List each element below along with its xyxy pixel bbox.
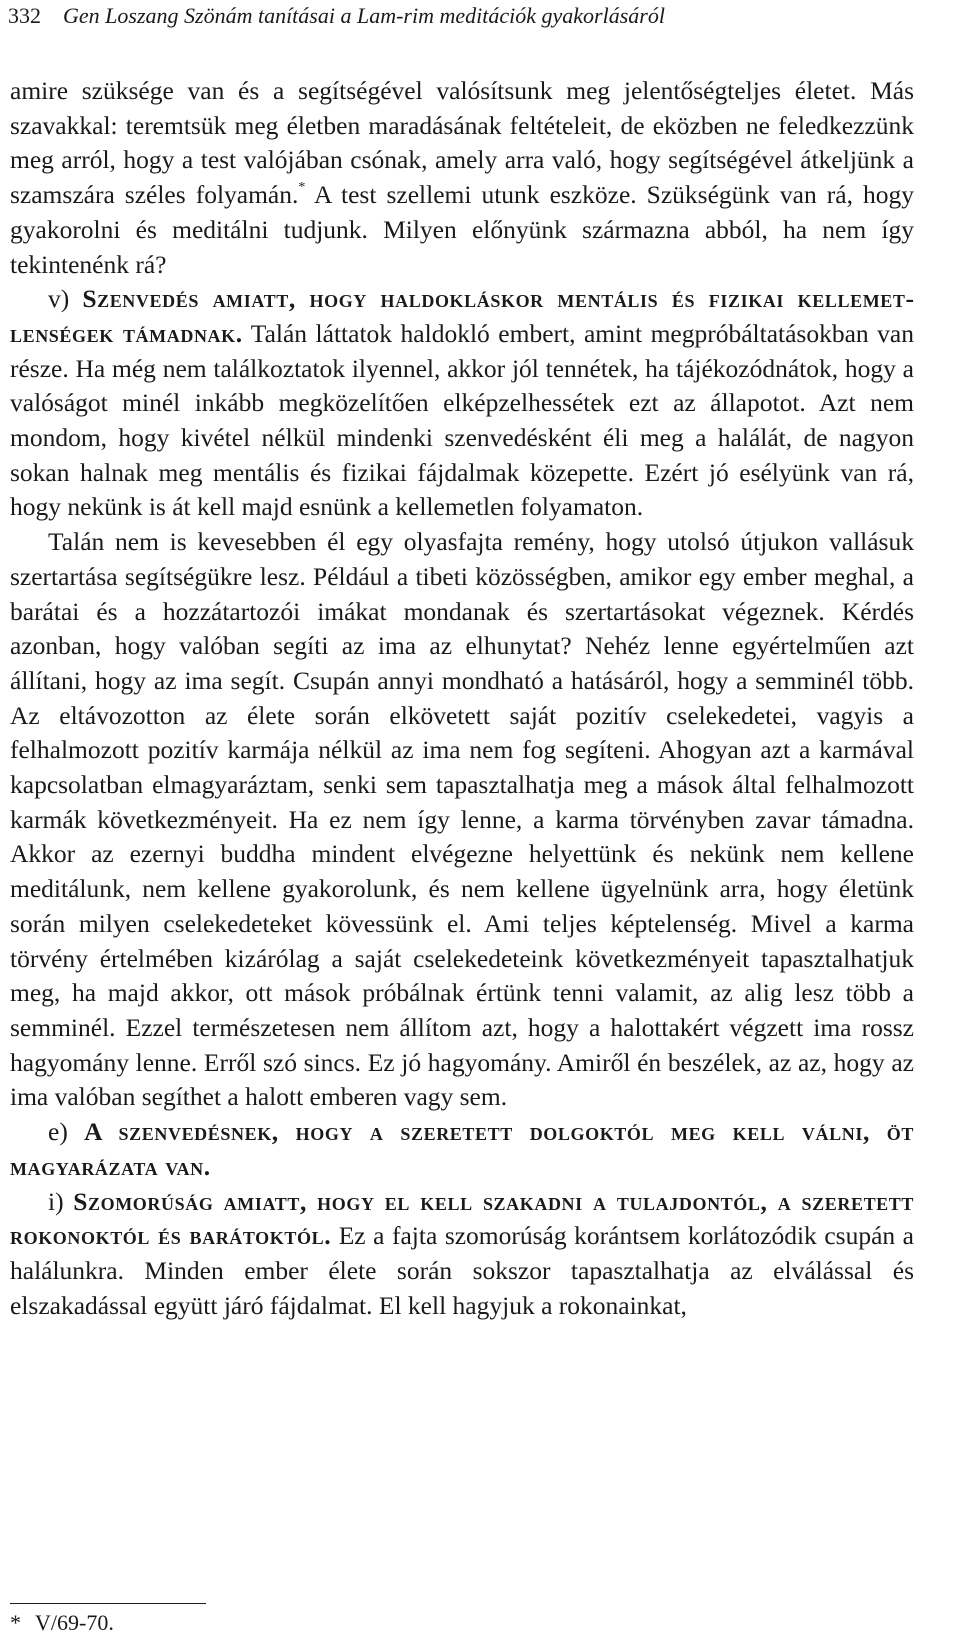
section-e-heading [10, 1115, 914, 1184]
paragraph-text: A test szellemi utunk eszköze. Szükségünk van rá, hogy gyakorolni és meditálni tudjunk. Milyen előnyünk származna abból, ha nem így tekintenénk rá? [10, 180, 914, 279]
paragraph: Talán nem is kevesebben él egy olyasfajta remény, hogy utolsó útjukon vallásuk szertartása segítségükre lesz. Például a tibeti közösségben, amikor egy ember meghal, a barátai és a hozzátartozói imákat mondanak és szertartásokat végeznek. Kérdés azonban, hogy valóban segíti az ima az elhunytat? Nehéz lenne egyértelműen azt állítani, hogy az ima segít. Csupán annyi mondható a hatásáról, hogy a semminél több. Az eltávozotton az élete során elkövetett saját pozitív cselekedetei, vagyis a felhalmozott pozitív karmája nélkül az ima nem fog segíteni. Ahogyan azt a karmával kapcsolatban elmagyaráztam, senki sem tapasztalhatja meg a mások által felhalmozott karmák következményeit. Ha ez nem így lenne, a karma törvényben zavar támadna. Akkor az ezernyi buddha mindent elvégezne helyettünk és nekünk nem kellene meditálunk, nem kellene gyakorolunk, és nem kellene ügyelnünk arra, hogy életünk során milyen cselekedeteket kövessünk el. Ami teljes képtelenség. Mivel a karma törvény értelmében kizárólag a saját cselekedeteink következményeit tapasztalhatjuk meg, ha majd akkor, ott mások próbálnak értünk tenni valamit, az alig lesz több a semminél. Ezzel természetesen nem állítom azt, hogy a halottakért végzett ima rossz hagyomány lenne. Erről szó sincs. Ez jó hagyomány. Amiről én beszélek, az az, hogy az ima valóban segíthet a halott emberen vagy sem. [10, 527, 914, 1112]
footnote-reference[interactable]: * [298, 180, 306, 196]
body-text [10, 74, 914, 1323]
running-header [8, 2, 665, 30]
section-v-paragraph [10, 282, 914, 525]
section-marker: e) [48, 1117, 85, 1147]
footnote-mark: * [10, 1610, 21, 1635]
section-heading: Szenvedés amiatt, hogy haldokláskor mentális és fizikai kellemetlenségek támadnak. [10, 284, 914, 348]
section-marker: v) [48, 284, 83, 314]
paragraph-text: amire szüksége van és a segítségével valósítsunk meg jelentőségteljes életet. Más szavakkal: teremtsük meg életben maradásának feltételeit, de eközben ne feledkezzünk meg arról, hogy a test valójában csónak, amely arra való, hogy segítségével átkeljünk a szamszára széles folyamán. [10, 76, 914, 210]
section-marker: i) [48, 1186, 74, 1216]
footnote-text: V/69-70. [35, 1610, 114, 1635]
paragraph-continuation [10, 74, 914, 282]
footnote-divider [10, 1603, 206, 1604]
page-number: 332 [8, 3, 41, 28]
section-i-paragraph [10, 1185, 914, 1324]
footnote [10, 1610, 114, 1636]
section-heading: Szomorúság amiatt, hogy el kell szakadni a tulajdontól, a szeretett rokonoktól és barátoktól. [10, 1186, 914, 1251]
section-heading: A szenvedésnek, hogy a szeretett dolgoktól meg kell válni, öt magyarázata van. [10, 1117, 914, 1181]
paragraph-text: Ez a fajta szomorúság korántsem korlátozódik csupán a halálunkra. Minden ember élete során sokszor tapasztalhatja az elválással és elszakadással együtt járó fájdalmat. El kell hagyjuk a rokonainkat, [10, 1221, 914, 1320]
paragraph-text: Talán láttatok haldokló embert, amint megpróbáltatásokban van része. Ha még nem találkoztatok ilyennel, akkor jól tennétek, ha tájékozódnátok, hogy a valóságot minél inkább megközelítően elképzelhessétek ezt az állapotot. Azt nem mondom, hogy kivétel nélkül mindenki szenvedésként éli meg a halálát, de nagyon sokan halnak meg mentális és fizikai fájdalmak közepette. Ezért jó esélyünk van rá, hogy nekünk is át kell majd esnünk a kellemetlen folyamaton. [10, 318, 914, 522]
book-title: Gen Loszang Szönám tanításai a Lam-rim meditációk gyakorlásáról [63, 3, 665, 28]
